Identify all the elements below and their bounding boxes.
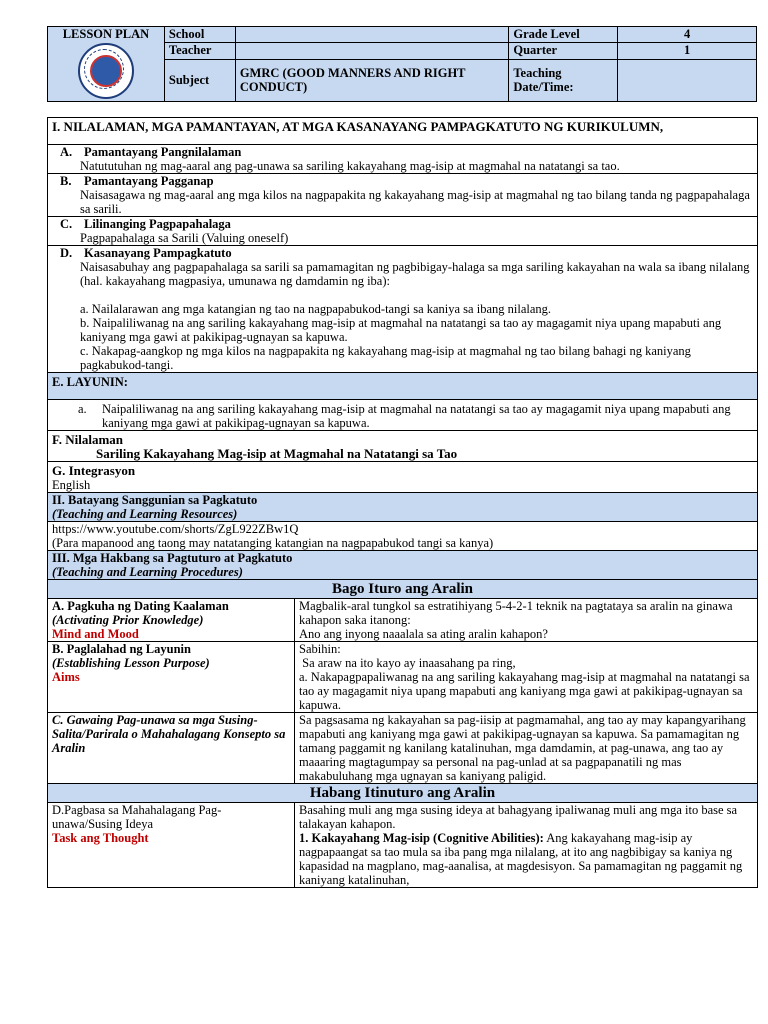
section-d-item-b: b. Naipaliliwanag na ang sariling kakayahang mag-isip at magmahal na natatangi sa tao ay magagamit niya upang mapabuti ang kaniyang mga gawi at pakikipag-ugnayan sa kapuwa. [80, 316, 722, 344]
section-f-text: Sariling Kakayahang Mag-isip at Magmahal na Natatangi sa Tao [96, 446, 458, 461]
step-d-content [295, 803, 758, 888]
resource-note: (Para mapanood ang taong may natatanging katangian na nagpapabukod tangi sa kanya) [52, 536, 494, 550]
step-d-text1: Basahing muli ang mga susing ideya at bahagyang ipaliwanag muli ang mga ito base sa talakayan kahapon. [299, 803, 738, 831]
step-b-content [295, 642, 758, 713]
section-3-header [48, 551, 758, 580]
grade-value[interactable]: 4 [618, 27, 757, 43]
step-c-content [295, 713, 758, 784]
step-a-red: Mind and Mood [52, 627, 139, 641]
section-a-text: Natututuhan ng mag-aaral ang pag-unawa sa sariling kakayahang mag-isip at magmahal na natatangi sa tao. [80, 159, 620, 173]
subject-value[interactable]: GMRC (GOOD MANNERS AND RIGHT CONDUCT) [235, 59, 509, 101]
section-d: D. Kasanayang Pampagkatuto Naisasabuhay ang pagpapahalaga sa sarili sa pamamagitan ng pagbibigay-halaga sa mga sariling kakayahan na wala sa ibang nilalang (hal. kakayahang magpasiya, umunawa ng damdamin ng iba): a. Nailalarawan ang mga katangian ng tao na nagpapabukod-tangi sa kaniya sa ibang nilalang. b. Naipaliliwanag na ang sariling kakayahang mag-isip at magmahal na natatangi sa tao ay magagamit niya upang mapabuti ang kaniyang mga gawi at pakikipag-ugnayan sa kapuwa. c. Nakapag-aangkop ng mga kilos na nagpapakita ng kakayahang mag-isip at magmahal ng tao bilang bahagi ng kaniyang pagkabukod-tangi. [48, 246, 758, 373]
bago-heading: Bago Ituro ang Aralin [48, 580, 758, 599]
step-a-subtitle: (Activating Prior Knowledge) [52, 613, 204, 627]
teacher-value[interactable] [235, 43, 509, 59]
section-c-title: Lilinanging Pagpapahalaga [84, 217, 231, 231]
section-d-item-a: a. Nailalarawan ang mga katangian ng tao na nagpapabukod-tangi sa kaniya sa ibang nilalang. [80, 302, 552, 316]
section-d-item-c: c. Nakapag-aangkop ng mga kilos na nagpapakita ng kakayahang mag-isip at magmahal ng tao bilang bahagi ng kaniyang pagkabukod-tangi. [80, 344, 691, 372]
section-2-body [48, 522, 758, 551]
step-d-text2-block [299, 831, 753, 887]
teaching-label: Teaching Date/Time: [509, 59, 618, 101]
school-label: School [164, 27, 235, 43]
step-d-red: Task ang Thought [52, 831, 149, 845]
section-1-title: I. NILALAMAN, MGA PAMANTAYAN, AT MGA KASANAYANG PAMPAGKATUTO NG KURIKULUMN, [48, 118, 758, 145]
step-d-bold: 1. Kakayahang Mag-isip (Cognitive Abilities): [299, 831, 544, 845]
lesson-plan-table [47, 117, 758, 888]
section-e-text: Naipaliliwanag na ang sariling kakayahang mag-isip at magmahal na natatangi sa tao ay magagamit niya upang mapabuti ang kaniyang mga gawi at pakikipag-ugnayan sa kapuwa. [102, 402, 731, 430]
lesson-plan-label: LESSON PLAN [62, 27, 150, 41]
step-c-title: C. Gawaing Pag-unawa sa mga Susing-Salita/Parirala o Mahahalagang Konsepto sa Aralin [52, 713, 286, 755]
quarter-value[interactable]: 1 [618, 43, 757, 59]
section-2-subtitle: (Teaching and Learning Resources) [52, 507, 238, 521]
section-b: B. Pamantayang Pagganap Naisasagawa ng mag-aaral ang mga kilos na nagpapakita ng kakayahang mag-isip at magmahal ng tao bilang tanda ng pagpapahalaga sa sarili. [48, 174, 758, 217]
section-f [48, 431, 758, 462]
section-2-header [48, 493, 758, 522]
section-e-letter: a. [78, 402, 87, 416]
school-value[interactable] [235, 27, 509, 43]
step-b-title: B. Paglalahad ng Layunin [52, 642, 191, 656]
logo-cell [48, 27, 165, 102]
deped-seal-icon [78, 43, 134, 99]
step-b-text1: Sabihin: [299, 642, 341, 656]
resource-link[interactable]: https://www.youtube.com/shorts/ZgL922ZBw1Q [52, 522, 299, 536]
section-3-title: III. Mga Hakbang sa Pagtuturo at Pagkatuto [52, 551, 293, 565]
section-a: A. Pamantayang Pangnilalaman Natututuhan ng mag-aaral ang pag-unawa sa sariling kakayahang mag-isip at magmahal na natatangi sa tao. [48, 145, 758, 174]
section-d-title: Kasanayang Pampagkatuto [84, 246, 232, 260]
section-2-title: II. Batayang Sanggunian sa Pagkatuto [52, 493, 258, 507]
section-e-title: E. LAYUNIN: [48, 373, 758, 400]
step-b-text2: Sa araw na ito kayo ay inaasahang pa ring, [299, 656, 516, 670]
step-d-text2: Ang kakayahang mag-isip ay nagpapaangat sa tao mula sa iba pang mga nilalang, at ito ang nagbibigay sa kaniya ng kapasidad na magplano, mag-aanalisa, at magdesisyon. Sa pamamagitan ng paggamit ng kaniyang katalinuhan, [299, 831, 743, 887]
section-g-title: G. Integrasyon [52, 463, 136, 478]
section-f-title: F. Nilalaman [52, 432, 124, 447]
section-g [48, 462, 758, 493]
step-b-subtitle: (Establishing Lesson Purpose) [52, 656, 210, 670]
step-a-text2: Ano ang inyong naaalala sa ating aralin kahapon? [299, 627, 548, 641]
section-c: C. Lilinanging Pagpapahalaga Pagpapahalaga sa Sarili (Valuing oneself) [48, 217, 758, 246]
section-c-text: Pagpapahalaga sa Sarili (Valuing oneself) [80, 231, 289, 245]
section-d-text: Naisasabuhay ang pagpapahalaga sa sarili sa pamamagitan ng pagbibigay-halaga sa mga sariling kakayahan na wala sa ibang nilalang (hal. kakayahang magpasiya, umunawa ng damdamin ng iba): [80, 260, 750, 288]
step-b-text3: a. Nakapagpapaliwanag na ang sariling kakayahang mag-isip at magmahal na natatangi sa tao ay magagamit niya upang mapabuti ang kaniyang mga gawi at pakikipag-ugnayan sa kapuwa. [299, 670, 750, 712]
section-3-subtitle: (Teaching and Learning Procedures) [52, 565, 243, 579]
section-g-text: English [52, 478, 91, 492]
step-b-label [48, 642, 295, 713]
step-a-title: A. Pagkuha ng Dating Kaalaman [52, 599, 229, 613]
step-b-red: Aims [52, 670, 80, 684]
header-table [47, 26, 757, 102]
section-b-title: Pamantayang Pagganap [84, 174, 214, 188]
step-a-label [48, 599, 295, 642]
subject-label: Subject [164, 59, 235, 101]
step-d-label [48, 803, 295, 888]
step-c-text: Sa pagsasama ng kakayahan sa pag-iisip at pagmamahal, ang tao ay may kapangyarihang mapabuti ang kaniyang mga gawi at pakikipag-ugnayan sa kapuwa. Sa pamamagitan ng tamang paggamit ng kanilang katalinuhan, mga damdamin, at pag-unawa, ang tao ay maaaring magtagumpay sa personal na pag-unlad at sa pagpapanatili ng mas makabuluhang mga ugnayan sa kaniyang paligid. [299, 713, 746, 783]
grade-label: Grade Level [509, 27, 618, 43]
teacher-label: Teacher [164, 43, 235, 59]
section-e [48, 400, 758, 431]
step-a-text1: Magbalik-aral tungkol sa estratihiyang 5-4-2-1 teknik na pagtataya sa aralin na ginawa kahapon saka itanong: [299, 599, 733, 627]
quarter-label: Quarter [509, 43, 618, 59]
section-b-text: Naisasagawa ng mag-aaral ang mga kilos na nagpapakita ng kakayahang mag-isip at magmahal ng tao bilang tanda ng pagpapahalaga sa sarili. [80, 188, 750, 216]
step-d-title: D.Pagbasa sa Mahahalagang Pag-unawa/Susing Ideya [52, 803, 222, 831]
step-c-label [48, 713, 295, 784]
habang-heading: Habang Itinuturo ang Aralin [48, 784, 758, 803]
section-a-title: Pamantayang Pangnilalaman [84, 145, 242, 159]
step-a-content [295, 599, 758, 642]
teaching-value[interactable] [618, 59, 757, 101]
